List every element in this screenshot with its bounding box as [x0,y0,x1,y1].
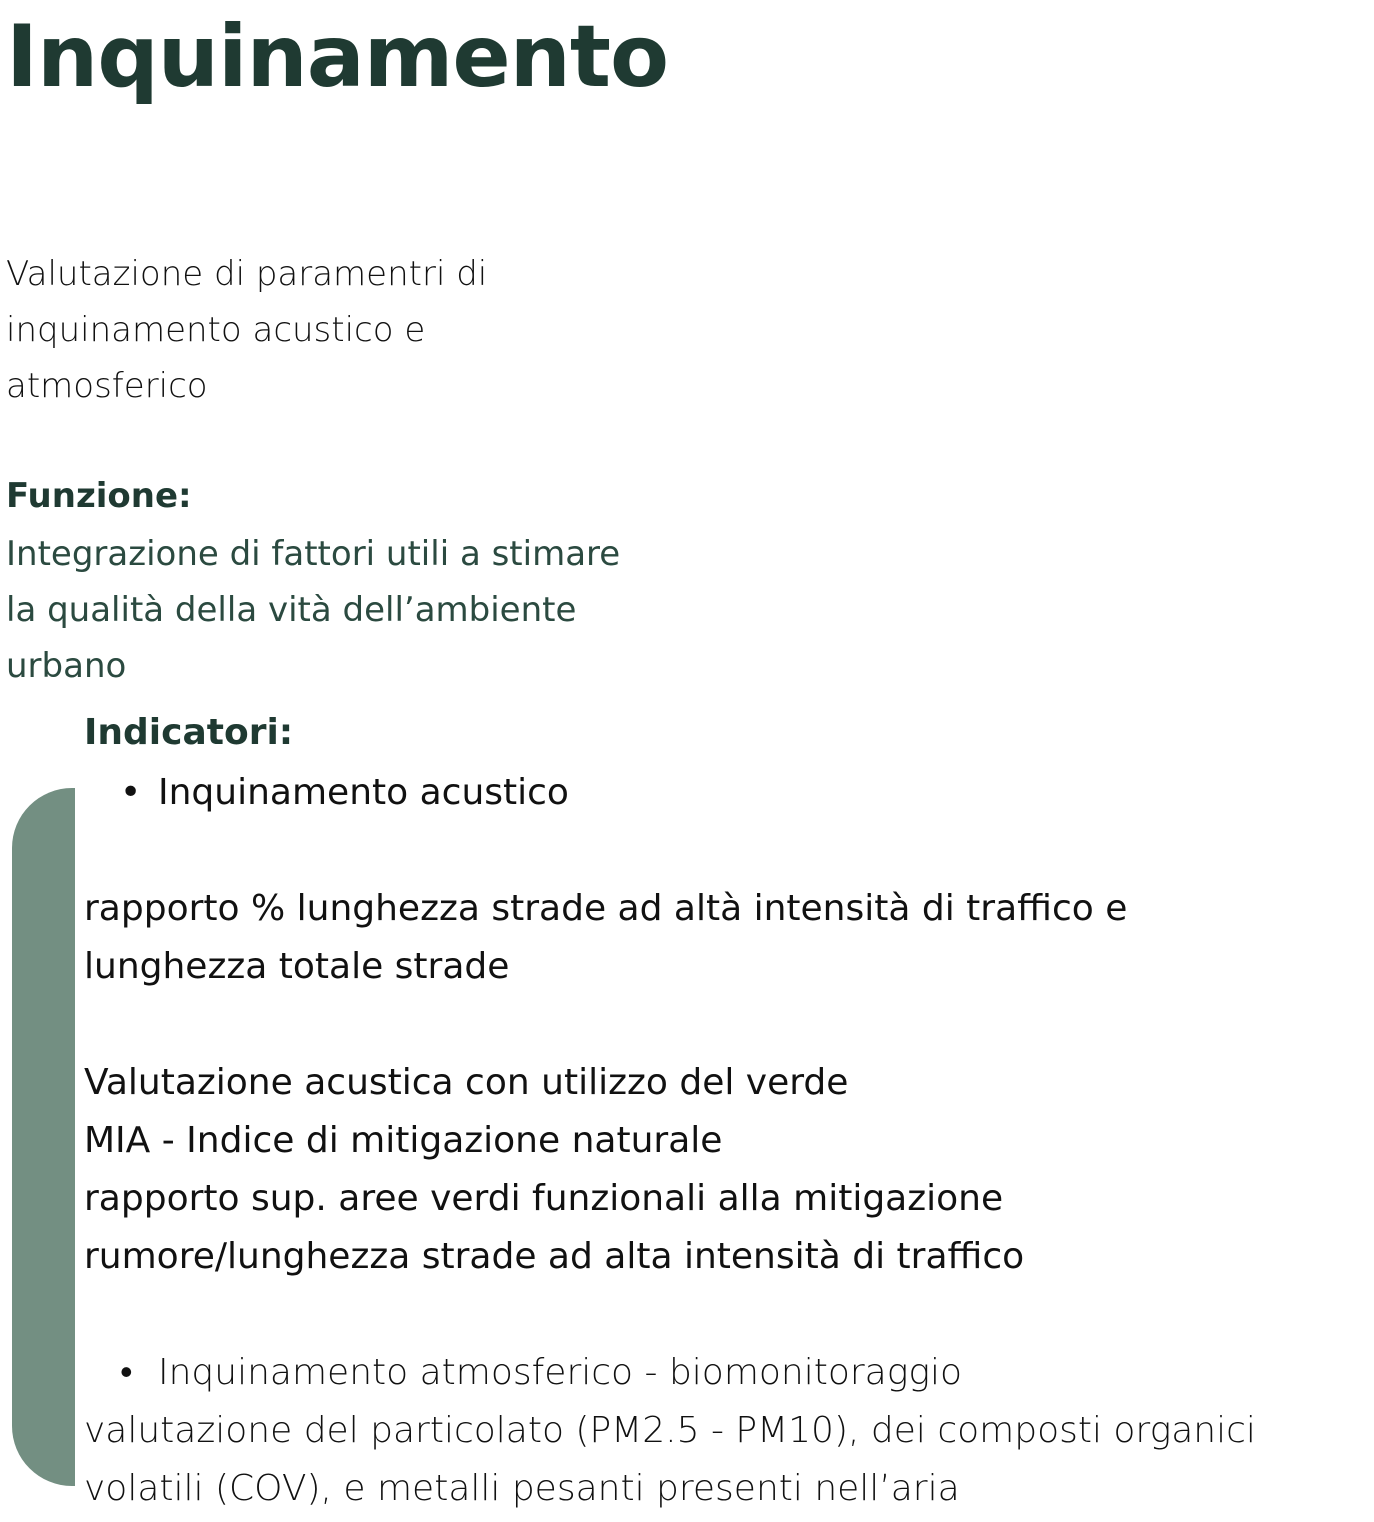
accent-bar [12,788,75,1486]
funzione-line: la qualità della vità dell’ambiente [6,590,577,630]
text-line: Valutazione acustica con utilizzo del verde [84,1062,849,1103]
indicatori-heading: Indicatori: [84,712,294,753]
intro-line: inquinamento acustico e [6,310,426,350]
intro-line: Valutazione di paramentri di [6,254,488,294]
bullet-icon: • [120,772,142,813]
funzione-text [6,526,726,694]
intro-text [6,246,626,414]
bullet-icon: • [120,1352,133,1393]
text-line: rumore/lunghezza strade ad alta intensità di traffico [84,1236,1025,1277]
bullet-item-acoustic [120,764,569,822]
page-title: Inquinamento [6,7,669,107]
funzione-line: urbano [6,646,127,686]
text-line: lunghezza totale strade [84,946,510,987]
text-line: MIA - Indice di mitigazione naturale [84,1120,723,1161]
bullet-label: Inquinamento atmosferico - biomonitoraggio [158,1352,962,1393]
atmospheric-text [84,1402,1369,1518]
bullet-item-atmospheric [120,1344,962,1402]
bullet-label: Inquinamento acustico [158,772,569,813]
acoustic-ratio-text [84,880,1284,996]
text-line: volatili (COV), e metalli pesanti presenti nell’aria [84,1468,960,1509]
funzione-line: Integrazione di fattori utili a stimare [6,534,621,574]
text-line: rapporto sup. aree verdi funzionali alla mitigazione [84,1178,1004,1219]
text-line: valutazione del particolato (PM2.5 - PM10), dei composti organici [84,1410,1256,1451]
acoustic-green-text [84,1054,1284,1286]
text-line: rapporto % lunghezza strade ad altà intensità di traffico e [84,888,1128,929]
intro-line: atmosferico [6,366,208,406]
funzione-heading: Funzione: [6,476,192,516]
